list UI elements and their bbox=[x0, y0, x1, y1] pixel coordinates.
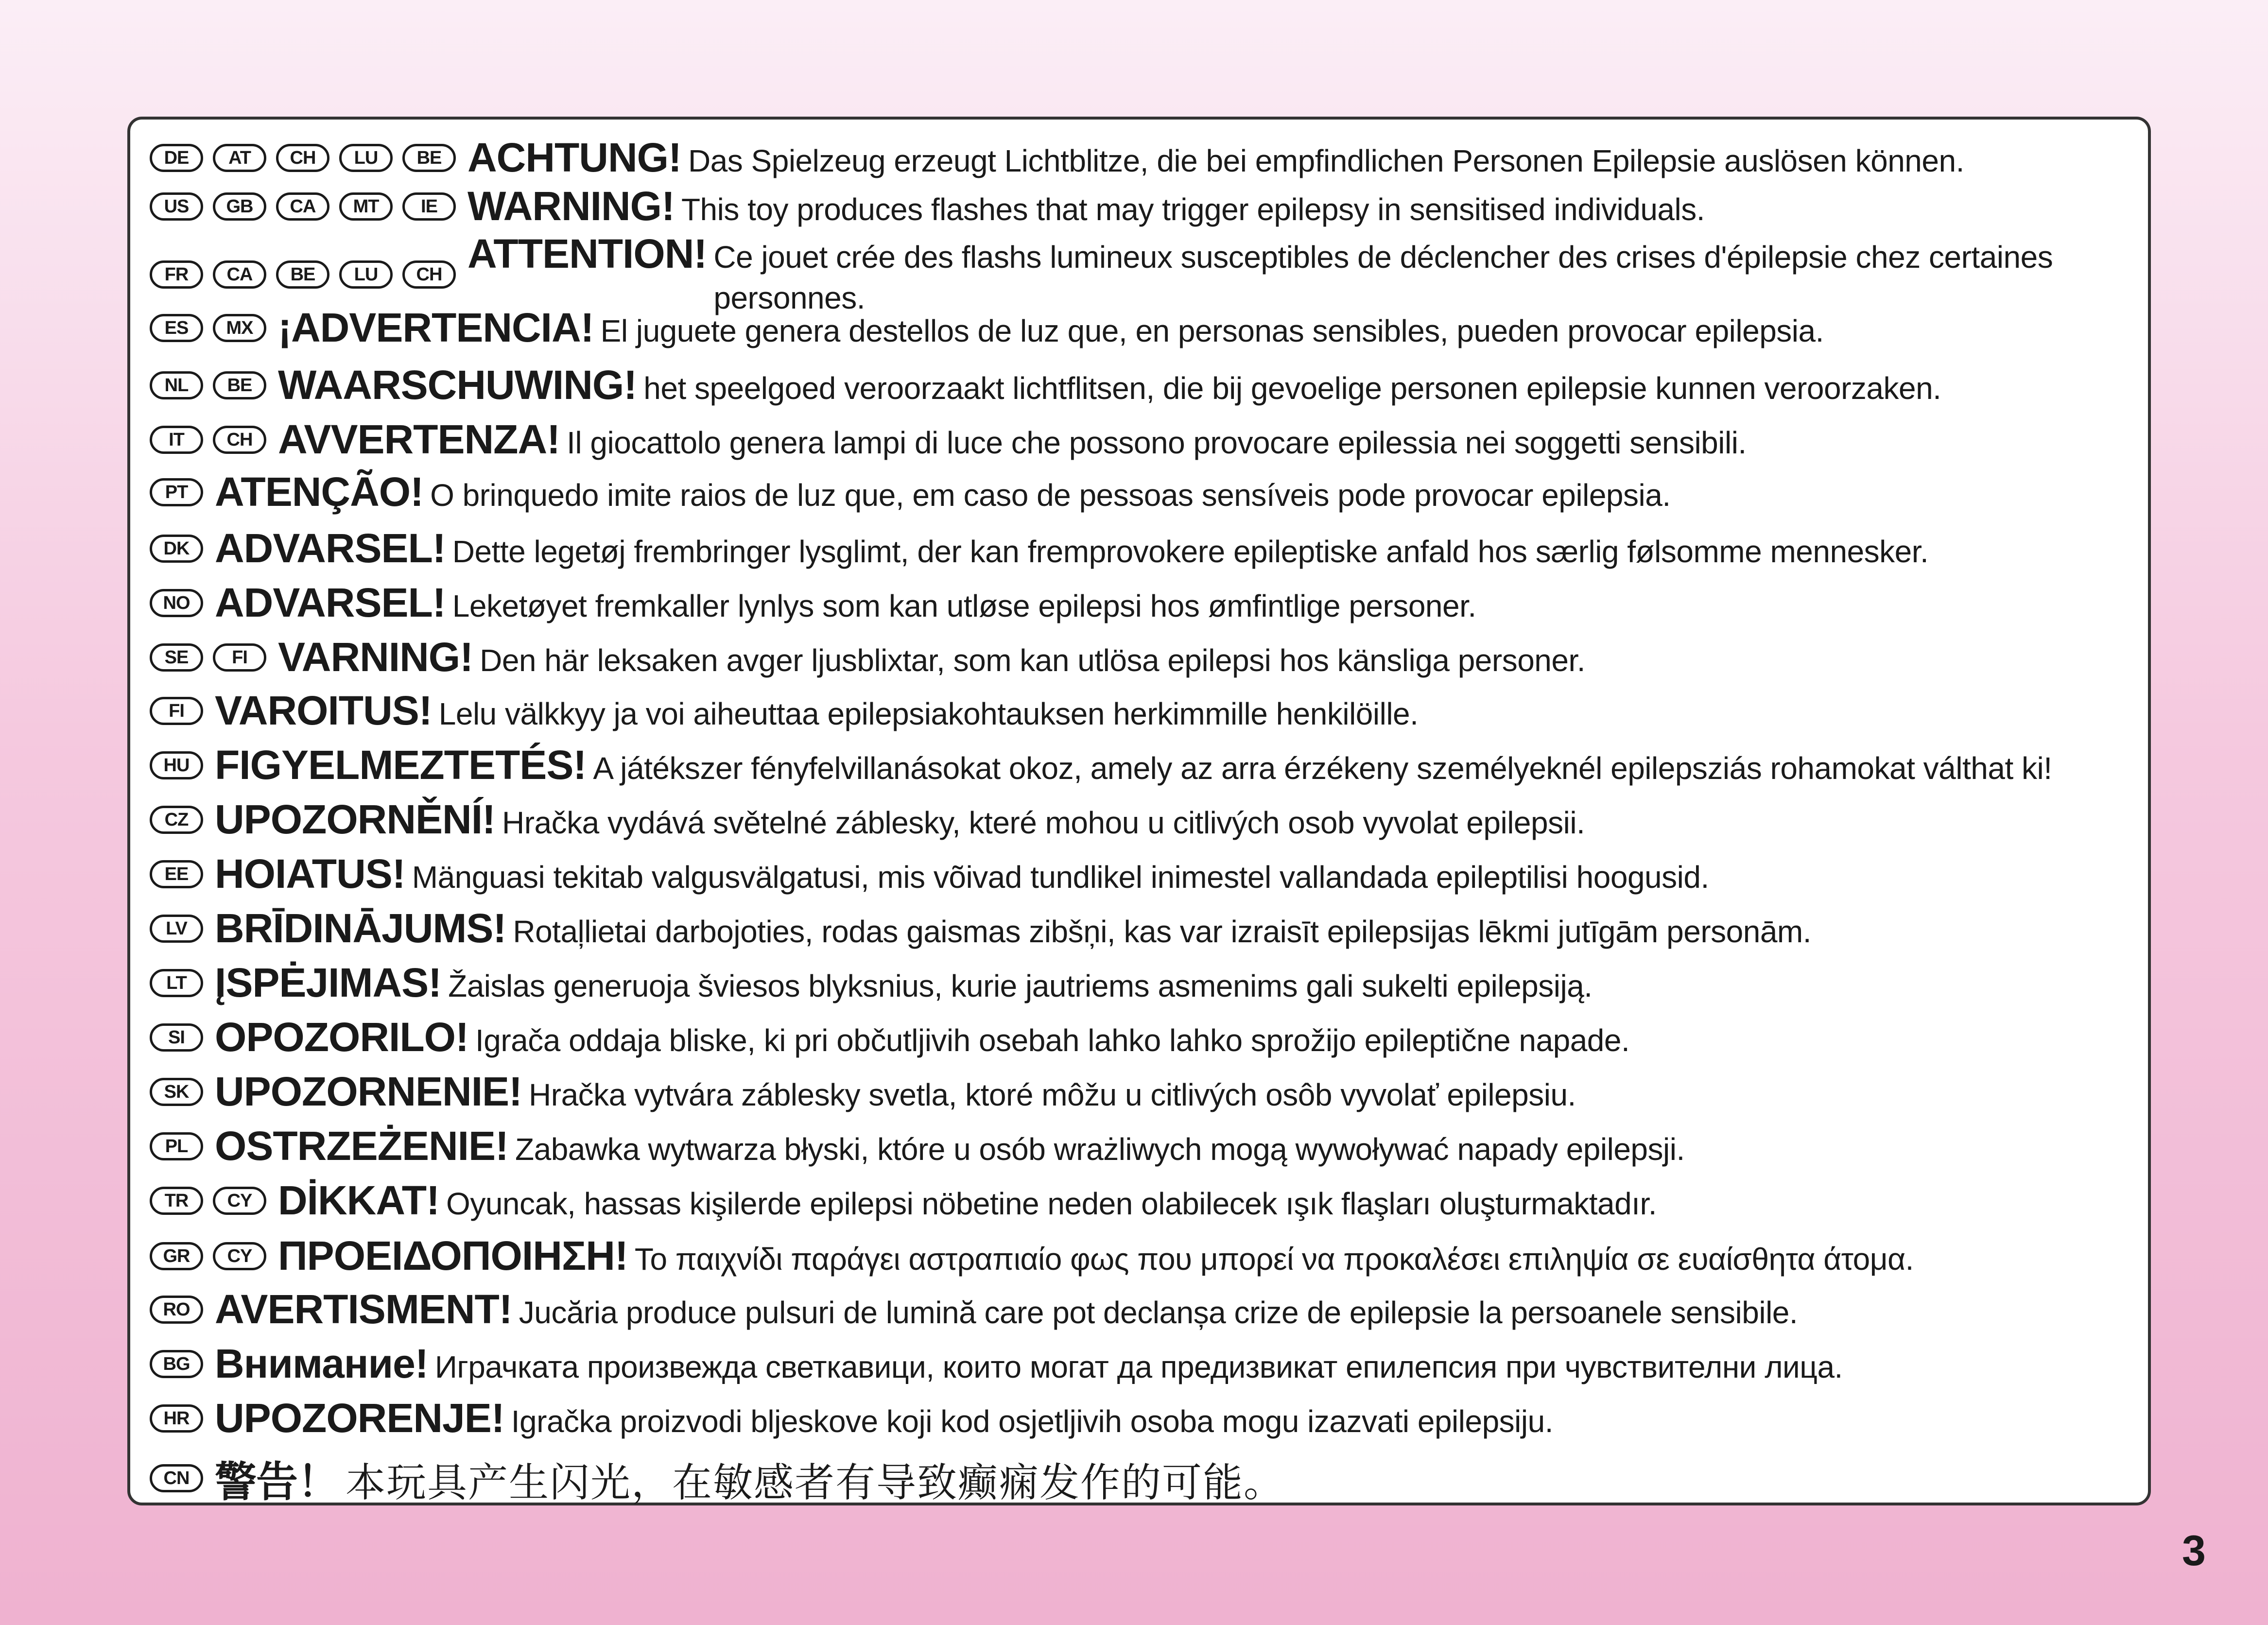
warning-heading: AVVERTENZA! bbox=[278, 416, 560, 462]
warning-row bbox=[150, 1014, 2138, 1061]
warning-heading: Внимание! bbox=[215, 1341, 428, 1386]
warning-text: Lelu välkkyy ja voi aiheuttaa epilepsiakohtauksen herkimmille henkilöille. bbox=[438, 696, 1419, 731]
country-code-badge: FI bbox=[213, 643, 266, 672]
warning-text: Den här leksaken avger ljusblixtar, som kan utlösa epilepsi hos känsliga personer. bbox=[480, 643, 1586, 678]
country-code-badge: CZ bbox=[150, 806, 203, 834]
warning-text: Zabawka wytwarza błyski, które u osób wrażliwych mogą wywoływać napady epilepsji. bbox=[515, 1132, 1685, 1167]
warning-heading: WARNING! bbox=[467, 183, 675, 229]
warning-row bbox=[150, 850, 2138, 898]
warning-panel bbox=[127, 117, 2151, 1505]
country-code-badge: SK bbox=[150, 1078, 203, 1106]
warning-text: Il giocattolo genera lampi di luce che possono provocare epilessia nei soggetti sensibili. bbox=[567, 425, 1747, 460]
country-codes bbox=[150, 314, 276, 342]
country-code-badge: RO bbox=[150, 1296, 203, 1324]
warning-heading: UPOZORNĚNÍ! bbox=[215, 796, 495, 842]
warning-row bbox=[150, 1395, 2138, 1442]
country-code-badge: FI bbox=[150, 697, 203, 725]
warning-text: het speelgoed veroorzaakt lichtflitsen, die bij gevoelige personen epilepsie kunnen veroorzaken. bbox=[643, 371, 1941, 406]
country-code-badge: PL bbox=[150, 1132, 203, 1160]
country-codes bbox=[150, 426, 276, 454]
country-codes bbox=[150, 1023, 213, 1052]
country-code-badge: BG bbox=[150, 1350, 203, 1378]
warning-row bbox=[150, 1448, 2138, 1508]
warning-text: A játékszer fényfelvillanásokat okoz, amely az arra érzékeny személyeknél epilepsziás rohamokat válthat ki! bbox=[593, 751, 2052, 786]
country-codes bbox=[150, 915, 213, 943]
country-code-badge: NL bbox=[150, 371, 203, 399]
country-code-badge: LV bbox=[150, 915, 203, 943]
country-code-badge: MT bbox=[339, 192, 393, 221]
country-code-badge: CA bbox=[276, 192, 329, 221]
warning-text: Dette legetøj frembringer lysglimt, der kan fremprovokere epileptiske anfald hos særlig følsomme mennesker. bbox=[452, 534, 1929, 569]
country-codes bbox=[150, 192, 466, 221]
country-code-badge: DE bbox=[150, 144, 203, 172]
country-codes bbox=[150, 260, 466, 289]
country-codes bbox=[150, 1078, 213, 1106]
country-code-badge: BE bbox=[276, 260, 329, 289]
country-code-badge: GB bbox=[213, 192, 266, 221]
warning-text: Igračka proizvodi bljeskove koji kod osjetljivih osoba mogu izazvati epilepsiju. bbox=[511, 1404, 1553, 1439]
country-code-badge: DK bbox=[150, 535, 203, 563]
country-codes bbox=[150, 697, 213, 725]
country-code-badge: US bbox=[150, 192, 203, 221]
country-code-badge: LU bbox=[339, 260, 393, 289]
country-codes bbox=[150, 806, 213, 834]
warning-text: Hračka vydává světelné záblesky, které mohou u citlivých osob vyvolat epilepsii. bbox=[502, 805, 1585, 840]
warning-text: This toy produces flashes that may trigger epilepsy in sensitised individuals. bbox=[681, 192, 1705, 227]
warning-heading: ĮSPĖJIMAS! bbox=[215, 960, 442, 1005]
warning-row bbox=[150, 416, 2138, 463]
warning-row bbox=[150, 1177, 2138, 1224]
country-code-badge: CH bbox=[402, 260, 456, 289]
country-codes bbox=[150, 1242, 276, 1270]
warning-row bbox=[150, 905, 2138, 952]
warning-heading: WAARSCHUWING! bbox=[278, 362, 637, 408]
warning-heading: ΠΡΟΕΙΔΟΠΟΙΗΣΗ! bbox=[278, 1233, 628, 1279]
warning-text: El juguete genera destellos de luz que, en personas sensibles, pueden provocar epilepsia. bbox=[600, 313, 1824, 348]
country-code-badge: CN bbox=[150, 1464, 203, 1492]
warning-heading: DİKKAT! bbox=[278, 1177, 440, 1223]
warning-text: 本玩具产生闪光，在敏感者有导致癫痫发作的可能。 bbox=[346, 1460, 1285, 1506]
country-codes bbox=[150, 144, 466, 172]
warning-text: Das Spielzeug erzeugt Lichtblitze, die bei empfindlichen Personen Epilepsie auslösen können. bbox=[688, 143, 1964, 178]
country-codes bbox=[150, 1464, 213, 1492]
country-code-badge: CH bbox=[276, 144, 329, 172]
warning-text: Jucăria produce pulsuri de lumină care pot declanșa crize de epilepsie la persoanele sensibile. bbox=[519, 1295, 1798, 1330]
country-code-badge: CY bbox=[213, 1242, 266, 1270]
country-code-badge: SE bbox=[150, 643, 203, 672]
country-codes bbox=[150, 1350, 213, 1378]
country-code-badge: HU bbox=[150, 751, 203, 779]
warning-text: O brinquedo imite raios de luz que, em caso de pessoas sensíveis pode provocar epilepsia. bbox=[430, 478, 1671, 513]
warning-heading: OSTRZEŻENIE! bbox=[215, 1123, 509, 1169]
country-code-badge: BE bbox=[402, 144, 456, 172]
warning-heading: 警告！ bbox=[215, 1458, 339, 1506]
country-code-badge: CA bbox=[213, 260, 266, 289]
warning-text: Играчката произвежда светкавици, които могат да предизвикат епилепсия при чувствителни лица. bbox=[434, 1349, 1843, 1384]
warning-heading: ATENÇÃO! bbox=[215, 469, 424, 515]
country-code-badge: CY bbox=[213, 1187, 266, 1215]
country-code-badge: CH bbox=[213, 426, 266, 454]
country-code-badge: LT bbox=[150, 969, 203, 997]
country-code-badge: TR bbox=[150, 1187, 203, 1215]
country-codes bbox=[150, 1187, 276, 1215]
warning-heading: ADVARSEL! bbox=[215, 580, 446, 625]
warning-row bbox=[150, 687, 2138, 734]
warning-text: Ce jouet crée des flashs lumineux susceptibles de déclencher des crises d'épilepsie chez certaines personnes. bbox=[713, 240, 2053, 315]
warning-text: Žaislas generuoja šviesos blyksnius, kurie jautriems asmenims gali sukelti epilepsiją. bbox=[448, 968, 1593, 1003]
country-code-badge: GR bbox=[150, 1242, 203, 1270]
country-code-badge: PT bbox=[150, 478, 203, 506]
country-codes bbox=[150, 478, 213, 506]
country-code-badge: SI bbox=[150, 1023, 203, 1052]
country-codes bbox=[150, 751, 213, 779]
warning-row bbox=[150, 525, 2138, 572]
country-code-badge: IT bbox=[150, 426, 203, 454]
country-codes bbox=[150, 1404, 213, 1433]
warning-row bbox=[150, 634, 2138, 681]
warning-heading: BRĪDINĀJUMS! bbox=[215, 905, 506, 951]
warning-text: Igrača oddaja bliske, ki pri občutljivih osebah lahko lahko sprožijo epileptične napade. bbox=[475, 1023, 1630, 1058]
warning-row bbox=[150, 304, 2138, 351]
warning-row bbox=[150, 1232, 2138, 1279]
country-codes bbox=[150, 535, 213, 563]
warning-heading: VARNING! bbox=[278, 634, 473, 680]
country-codes bbox=[150, 1132, 213, 1160]
warning-text: Mänguasi tekitab valgusvälgatusi, mis võivad tundlikel inimestel vallandada epileptilisi hoogusid. bbox=[412, 860, 1709, 895]
warning-row bbox=[150, 1123, 2138, 1170]
warning-heading: ATTENTION! bbox=[467, 231, 707, 277]
warning-heading: AVERTISMENT! bbox=[215, 1286, 512, 1332]
country-codes bbox=[150, 371, 276, 399]
country-codes bbox=[150, 589, 213, 617]
country-code-badge: HR bbox=[150, 1404, 203, 1433]
warning-heading: VAROITUS! bbox=[215, 688, 432, 733]
warning-heading: OPOZORILO! bbox=[215, 1014, 468, 1060]
warning-text: Rotaļlietai darbojoties, rodas gaismas zibšņi, kas var izraisīt epilepsijas lēkmi jutīgām personām. bbox=[513, 914, 1811, 949]
warning-row bbox=[150, 959, 2138, 1006]
country-codes bbox=[150, 860, 213, 888]
warning-row bbox=[150, 362, 2138, 409]
warning-text: Το παιχνίδι παράγει αστραπιαίο φως που μπορεί να προκαλέσει επιληψία σε ευαίσθητα άτομα. bbox=[634, 1242, 1914, 1277]
warning-text: Hračka vytvára záblesky svetla, ktoré môžu u citlivých osôb vyvolať epilepsiu. bbox=[529, 1077, 1576, 1112]
warning-row bbox=[150, 742, 2138, 789]
warning-heading: FIGYELMEZTETÉS! bbox=[215, 742, 587, 788]
country-code-badge: LU bbox=[339, 144, 393, 172]
warning-row bbox=[150, 796, 2138, 843]
country-code-badge: FR bbox=[150, 260, 203, 289]
warning-heading: ADVARSEL! bbox=[215, 525, 446, 571]
country-code-badge: BE bbox=[213, 371, 266, 399]
warning-heading: HOIATUS! bbox=[215, 851, 405, 897]
warning-heading: UPOZORENJE! bbox=[215, 1395, 504, 1441]
warning-text: Oyuncak, hassas kişilerde epilepsi nöbetine neden olabilecek ışık flaşları oluşturmaktadır. bbox=[446, 1186, 1657, 1221]
country-code-badge: EE bbox=[150, 860, 203, 888]
country-codes bbox=[150, 1296, 213, 1324]
warning-row bbox=[150, 183, 2138, 230]
warning-heading: ACHTUNG! bbox=[467, 135, 681, 180]
country-code-badge: IE bbox=[402, 192, 456, 221]
warning-text: Leketøyet fremkaller lynlys som kan utløse epilepsi hos ømfintlige personer. bbox=[452, 588, 1476, 623]
country-codes bbox=[150, 969, 213, 997]
country-code-badge: ES bbox=[150, 314, 203, 342]
warning-row bbox=[150, 468, 2138, 516]
warning-row bbox=[150, 579, 2138, 626]
country-code-badge: AT bbox=[213, 144, 266, 172]
country-codes bbox=[150, 643, 276, 672]
country-code-badge: NO bbox=[150, 589, 203, 617]
warning-heading: UPOZORNENIE! bbox=[215, 1069, 522, 1114]
warning-row bbox=[150, 1286, 2138, 1333]
warning-row bbox=[150, 1340, 2138, 1387]
warning-heading: ¡ADVERTENCIA! bbox=[278, 305, 594, 350]
page-number: 3 bbox=[2182, 1526, 2206, 1574]
warning-row bbox=[150, 1068, 2138, 1115]
country-code-badge: MX bbox=[213, 314, 266, 342]
warning-row bbox=[150, 134, 2138, 181]
